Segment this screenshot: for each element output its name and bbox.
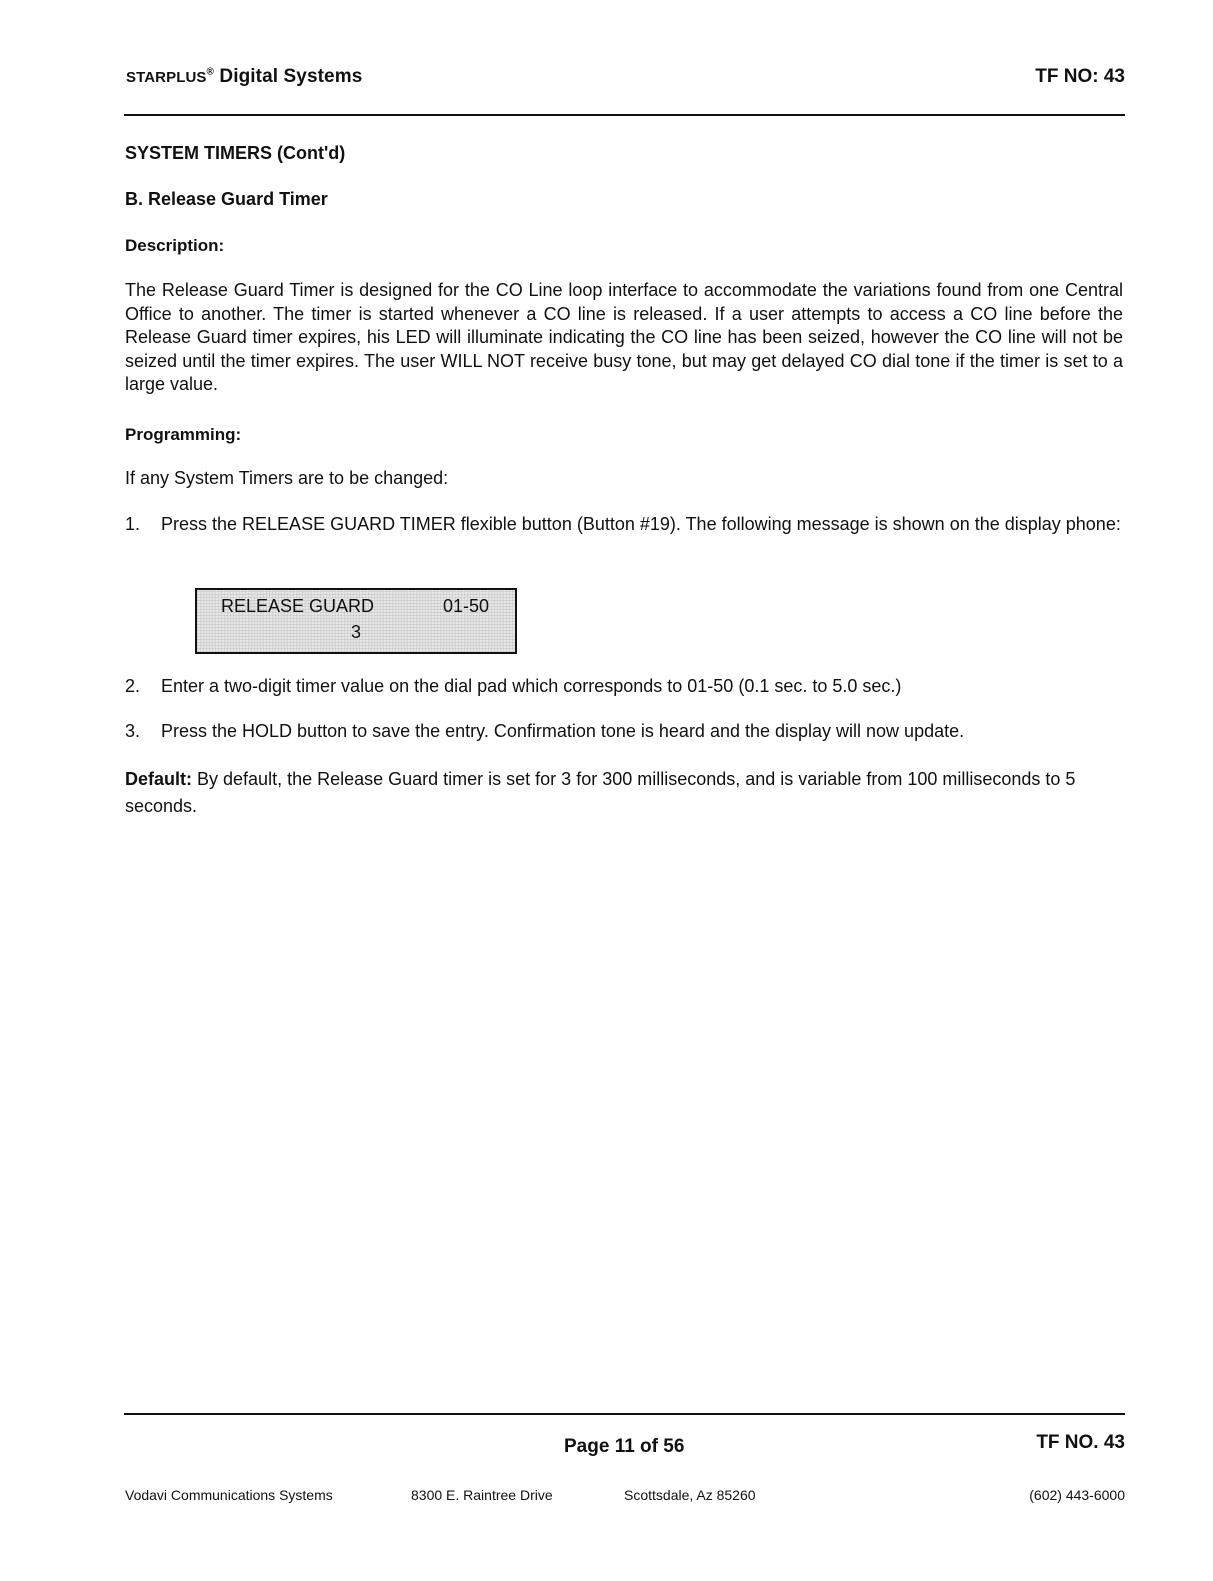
default-text: By default, the Release Guard timer is set for 3 for 300 milliseconds, and is variable from 100 milliseconds to 5 seconds.: [125, 769, 1076, 816]
step-text: Enter a two-digit timer value on the dial pad which corresponds to 01-50 (0.1 sec. to 5.0 sec.): [161, 676, 902, 696]
header-brand: [126, 66, 362, 88]
step-text: Press the RELEASE GUARD TIMER flexible button (Button #19). The following message is shown on the display phone:: [161, 514, 1121, 534]
description-text: The Release Guard Timer is designed for the CO Line loop interface to accommodate the variations found from one Central Office to another. The timer is started whenever a CO line is released. If a user attempts to access a CO line before the Release Guard timer expires, his LED will illuminate indicating the CO line has been seized, however the CO line will not be seized until the timer expires. The user WILL NOT receive busy tone, but may get delayed CO dial tone if the timer is set to a large value.: [125, 280, 1123, 394]
description-label: Description:: [125, 236, 225, 255]
step-1: [125, 513, 1123, 537]
footer-city: Scottsdale, Az 85260: [624, 1487, 756, 1503]
step-3: [125, 720, 1123, 744]
default-label: Default:: [125, 769, 192, 789]
brand-suffix: Digital Systems: [219, 66, 363, 87]
step-2: [125, 675, 1123, 699]
header-rule: [124, 114, 1125, 116]
footer-address: 8300 E. Raintree Drive: [411, 1487, 553, 1503]
brand-prefix: STARPLUS: [126, 69, 207, 86]
step-text: Press the HOLD button to save the entry. Confirmation tone is heard and the display will now update.: [161, 721, 965, 741]
footer-rule: [124, 1413, 1125, 1415]
footer-company: Vodavi Communications Systems: [125, 1487, 333, 1503]
registered-mark: ®: [206, 66, 214, 78]
header-tf-number: TF NO: 43: [1035, 66, 1125, 87]
step-number: 1.: [125, 514, 141, 534]
lcd-display: [195, 588, 517, 654]
page-number: Page 11 of 56: [564, 1436, 685, 1457]
footer-tf-number: TF NO. 43: [1036, 1432, 1125, 1453]
step-number: 2.: [125, 676, 141, 696]
lcd-line1-range: 01-50: [443, 596, 490, 616]
lcd-line1-label: RELEASE GUARD: [221, 596, 375, 616]
programming-label: Programming:: [125, 425, 242, 444]
programming-intro: If any System Timers are to be changed:: [125, 468, 449, 488]
step-number: 3.: [125, 721, 141, 741]
footer-phone: (602) 443-6000: [1029, 1487, 1125, 1503]
subsection-title: B. Release Guard Timer: [125, 189, 328, 209]
section-title: SYSTEM TIMERS (Cont'd): [125, 143, 346, 163]
default-paragraph: [125, 766, 1123, 820]
lcd-line2-value: 3: [351, 622, 362, 642]
